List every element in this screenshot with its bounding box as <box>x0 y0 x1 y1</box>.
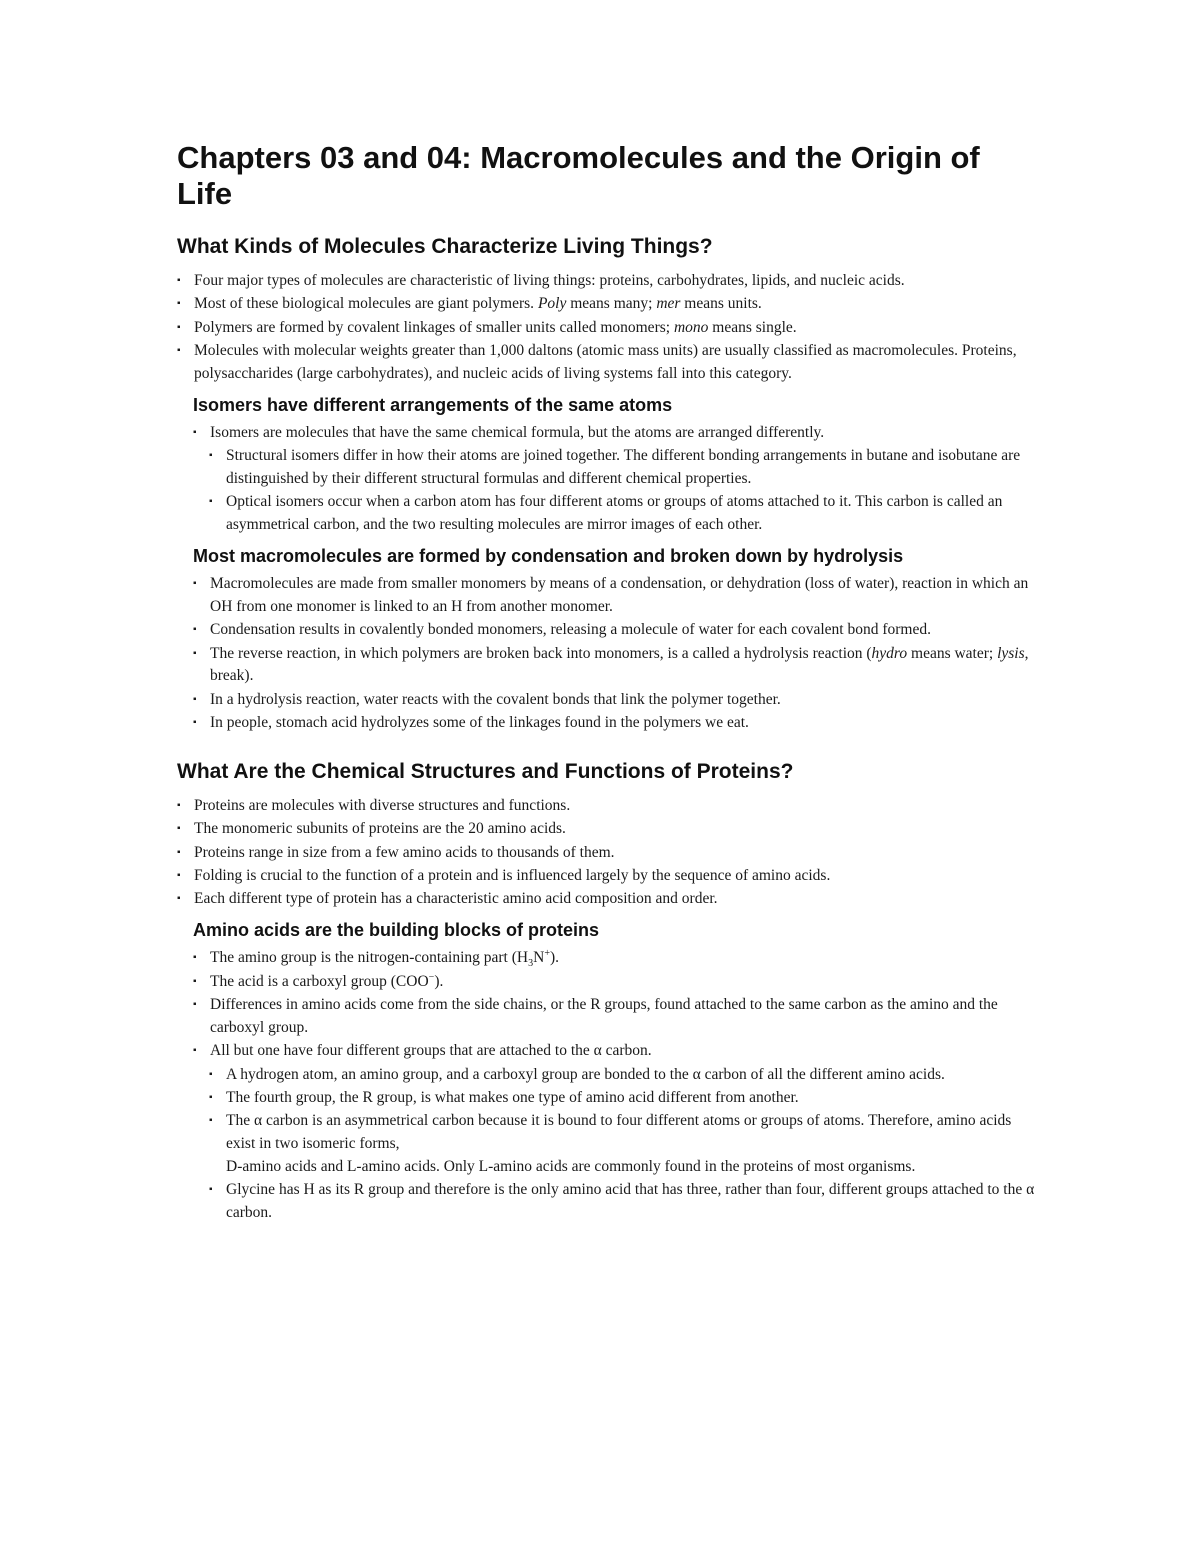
bullet-list <box>193 422 1037 537</box>
list-item: ▪ Proteins are molecules with diverse structures and functions. <box>177 795 1037 818</box>
list-item: ▪ All but one have four different groups that are attached to the α carbon. <box>193 1040 1037 1063</box>
bullet-list <box>193 947 1037 1225</box>
list-item: ▪ Four major types of molecules are characteristic of living things: proteins, carbohydrates, lipids, and nucleic acids. <box>177 270 1037 293</box>
list-item: ▪ Proteins range in size from a few amino acids to thousands of them. <box>177 842 1037 865</box>
list-item: ▪ Glycine has H as its R group and therefore is the only amino acid that has three, rather than four, different groups attached to the α carbon. <box>209 1179 1037 1225</box>
list-item: ▪ The reverse reaction, in which polymers are broken back into monomers, is a called a hydrolysis reaction (hydro means water; lysis, break). <box>193 643 1037 689</box>
section-heading-proteins: What Are the Chemical Structures and Functions of Proteins? <box>177 759 794 783</box>
document-page <box>177 140 1037 1226</box>
list-item: ▪ The α carbon is an asymmetrical carbon because it is bound to four different atoms or groups of atoms. Therefore, amino acids exist in two isomeric forms, D-amino acids and L-amino acids. Only L-amino acids are commonly found in the proteins of most organisms. <box>209 1110 1037 1178</box>
list-item: ▪ Structural isomers differ in how their atoms are joined together. The different bonding arrangements in butane and isobutane are distinguished by their different structural formulas and different chemical properties. <box>209 445 1037 491</box>
section-heading-molecules: What Kinds of Molecules Characterize Living Things? <box>177 235 713 258</box>
subsection-heading-condensation: Most macromolecules are formed by condensation and broken down by hydrolysis <box>193 545 904 566</box>
nested-bullet-list <box>209 445 1037 537</box>
nested-list-container <box>193 1064 1037 1225</box>
list-item: ▪ Most of these biological molecules are giant polymers. Poly means many; mer means units. <box>177 293 1037 316</box>
list-item: ▪ In people, stomach acid hydrolyzes some of the linkages found in the polymers we eat. <box>193 712 1037 735</box>
nested-bullet-list <box>209 1064 1037 1225</box>
list-item: ▪ A hydrogen atom, an amino group, and a carboxyl group are bonded to the α carbon of all the different amino acids. <box>209 1064 1037 1087</box>
list-item: ▪ Optical isomers occur when a carbon atom has four different atoms or groups of atoms attached to it. This carbon is called an asymmetrical carbon, and the two resulting molecules are mirror images of each other. <box>209 491 1037 537</box>
list-item: ▪ The amino group is the nitrogen-containing part $(H_3N^+)$. <box>193 947 1037 970</box>
nested-list-container <box>193 445 1037 537</box>
list-item: ▪ Condensation results in covalently bonded monomers, releasing a molecule of water for each covalent bond formed. <box>193 619 1037 642</box>
list-item: ▪ Molecules with molecular weights greater than 1,000 daltons (atomic mass units) are usually classified as macromolecules. Proteins, polysaccharides (large carbohydrates), and nucleic acids of living systems fall into this category. <box>177 340 1037 386</box>
page-title: Chapters 03 and 04: Macromolecules and the Origin of Life <box>177 140 980 211</box>
list-item: ▪ Folding is crucial to the function of a protein and is influenced largely by the sequence of amino acids. <box>177 865 1037 888</box>
subsection-heading-isomers: Isomers have different arrangements of the same atoms <box>193 394 673 415</box>
bullet-list <box>193 573 1037 735</box>
bullet-list <box>177 795 1037 911</box>
subsection-heading-amino-acids: Amino acids are the building blocks of proteins <box>193 920 600 941</box>
list-item: ▪ The fourth group, the R group, is what makes one type of amino acid different from another. <box>209 1087 1037 1110</box>
bullet-list <box>177 270 1037 386</box>
list-item: ▪ Macromolecules are made from smaller monomers by means of a condensation, or dehydration (loss of water), reaction in which an OH from one monomer is linked to an H from another monomer. <box>193 573 1037 619</box>
list-item: ▪ Polymers are formed by covalent linkages of smaller units called monomers; mono means single. <box>177 317 1037 340</box>
list-item: ▪ Differences in amino acids come from the side chains, or the R groups, found attached to the same carbon as the amino and the carboxyl group. <box>193 994 1037 1040</box>
list-item: ▪ Isomers are molecules that have the same chemical formula, but the atoms are arranged differently. <box>193 422 1037 445</box>
list-item: ▪ The monomeric subunits of proteins are the 20 amino acids. <box>177 818 1037 841</box>
list-item: ▪ In a hydrolysis reaction, water reacts with the covalent bonds that link the polymer together. <box>193 689 1037 712</box>
list-item: ▪ The acid is a carboxyl group (COO−). <box>193 971 1037 994</box>
list-item: ▪ Each different type of protein has a characteristic amino acid composition and order. <box>177 888 1037 911</box>
